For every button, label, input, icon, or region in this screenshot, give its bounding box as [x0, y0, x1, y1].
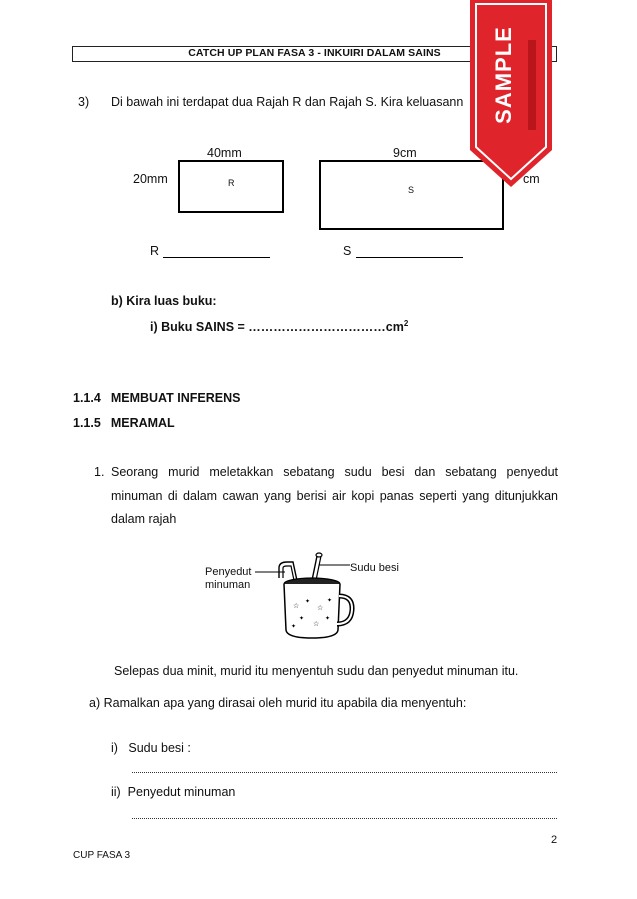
rect-s-width-label: 9cm — [393, 146, 417, 160]
q1-after: Selepas dua minit, murid itu menyentuh sudu dan penyedut minuman itu. — [114, 664, 519, 678]
header-title: CATCH UP PLAN FASA 3 - INKUIRI DALAM SAINS — [188, 47, 441, 59]
mug-figure — [255, 548, 355, 648]
stamp-text: SAMPLE — [491, 26, 516, 124]
rect-r-height-label: 20mm — [133, 172, 168, 186]
item-penyedut: ii) Penyedut minuman — [111, 785, 236, 799]
q3-text: Di bawah ini terdapat dua Rajah R dan Rajah S. Kira keluasann — [111, 95, 464, 109]
figure-label-spoon: Sudu besi — [350, 562, 399, 574]
item-sudu-besi: i) Sudu besi : — [111, 741, 191, 755]
q1-line-1: Seorang murid meletakkan sebatang sudu besi dan sebatang penyedut — [111, 465, 558, 479]
rect-s-height-label: cm — [523, 172, 540, 186]
svg-text:✦: ✦ — [299, 615, 305, 622]
q3-number: 3) — [78, 95, 90, 109]
section-114: 1.1.4 MEMBUAT INFERENS — [73, 391, 241, 405]
figure-label-straw: Penyedut minuman — [205, 566, 252, 591]
answer-line-2 — [132, 818, 557, 819]
svg-text:✦: ✦ — [325, 615, 331, 622]
part-b-line: i) Buku SAINS = $\dots\dots\dots\dots\dots\dots\dots\dots\dots\dots\dots cm^2$ — [150, 319, 409, 335]
svg-text:☆: ☆ — [293, 602, 300, 610]
svg-text:☆: ☆ — [313, 620, 320, 628]
rect-r-label: R — [228, 178, 235, 188]
footer-label: CUP FASA 3 — [73, 850, 131, 861]
answer-s-label: S — [343, 244, 352, 258]
answer-r-label: R — [150, 244, 160, 258]
rect-r-width-label: 40mm — [207, 146, 242, 160]
part-b-title: b) Kira luas buku: — [111, 294, 217, 308]
sample-stamp — [470, 0, 552, 187]
q1-line-3: dalam rajah — [111, 512, 177, 526]
q1-number: 1. — [94, 465, 105, 479]
page-number: 2 — [551, 834, 558, 846]
answer-r-line — [163, 257, 270, 258]
rect-s-label: S — [408, 185, 415, 195]
answer-line-1 — [132, 772, 557, 773]
svg-text:✦: ✦ — [305, 598, 311, 605]
svg-text:☆: ☆ — [317, 604, 324, 612]
q1-part-a: a) Ramalkan apa yang dirasai oleh murid itu apabila dia menyentuh: — [89, 696, 467, 710]
q1-line-2: minuman di dalam cawan yang berisi air kopi panas seperti yang ditunjukkan — [111, 489, 558, 503]
svg-text:✦: ✦ — [291, 623, 297, 630]
answer-s-line — [356, 257, 463, 258]
section-115: 1.1.5 MERAMAL — [73, 416, 175, 430]
svg-text:✦: ✦ — [327, 597, 333, 604]
